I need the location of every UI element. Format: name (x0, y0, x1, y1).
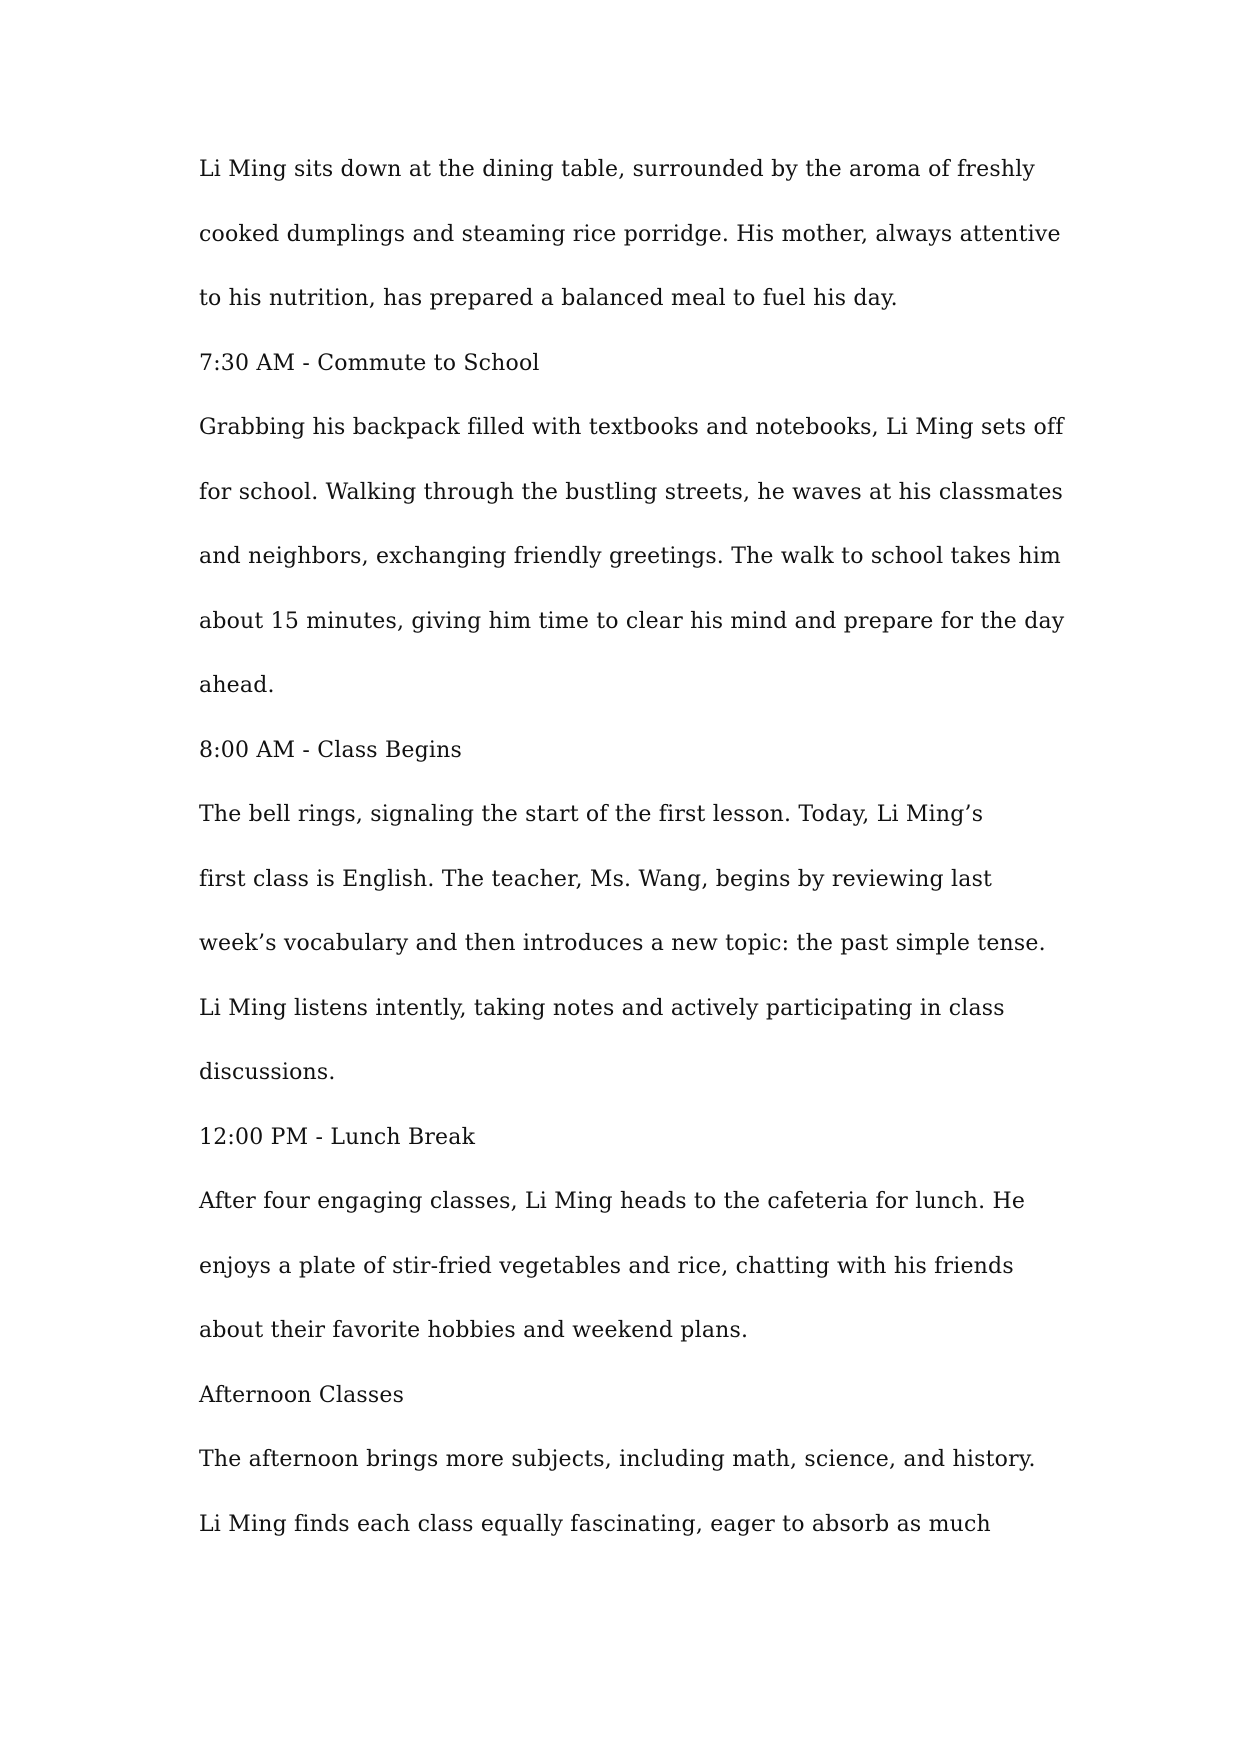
body-line: Li Ming listens intently, taking notes and actively participating in class (199, 995, 1005, 1021)
body-line: discussions. (199, 1060, 336, 1085)
body-line: cooked dumplings and steaming rice porridge. His mother, always attentive (199, 221, 1061, 247)
body-line: Grabbing his backpack filled with textbooks and notebooks, Li Ming sets off (199, 415, 1064, 440)
body-line: Li Ming finds each class equally fascinating, eager to absorb as much (199, 1511, 991, 1537)
body-line: ahead. (199, 673, 275, 698)
section-heading-class-begins: 8:00 AM - Class Begins (199, 737, 462, 763)
body-line: The bell rings, signaling the start of the first lesson. Today, Li Ming’s (199, 802, 984, 827)
body-line: about 15 minutes, giving him time to clear his mind and prepare for the day (199, 608, 1065, 634)
body-line: Li Ming sits down at the dining table, surrounded by the aroma of freshly (199, 157, 1036, 182)
body-line: to his nutrition, has prepared a balanced meal to fuel his day. (199, 286, 898, 311)
body-line: week’s vocabulary and then introduces a new topic: the past simple tense. (199, 931, 1046, 956)
body-line: and neighbors, exchanging friendly greetings. The walk to school takes him (199, 544, 1061, 569)
body-line: The afternoon brings more subjects, including math, science, and history. (199, 1447, 1036, 1472)
section-heading-commute: 7:30 AM - Commute to School (199, 350, 540, 376)
section-heading-lunch-break: 12:00 PM - Lunch Break (199, 1124, 476, 1150)
body-line: After four engaging classes, Li Ming heads to the cafeteria for lunch. He (199, 1189, 1026, 1214)
body-line: first class is English. The teacher, Ms. Wang, begins by reviewing last (199, 866, 993, 892)
body-line: enjoys a plate of stir-fried vegetables and rice, chatting with his friends (199, 1253, 1014, 1279)
body-line: for school. Walking through the bustling streets, he waves at his classmates (199, 479, 1064, 505)
body-line: about their favorite hobbies and weekend plans. (199, 1318, 749, 1343)
document-body (199, 138, 1099, 1557)
section-heading-afternoon-classes: Afternoon Classes (199, 1382, 405, 1408)
